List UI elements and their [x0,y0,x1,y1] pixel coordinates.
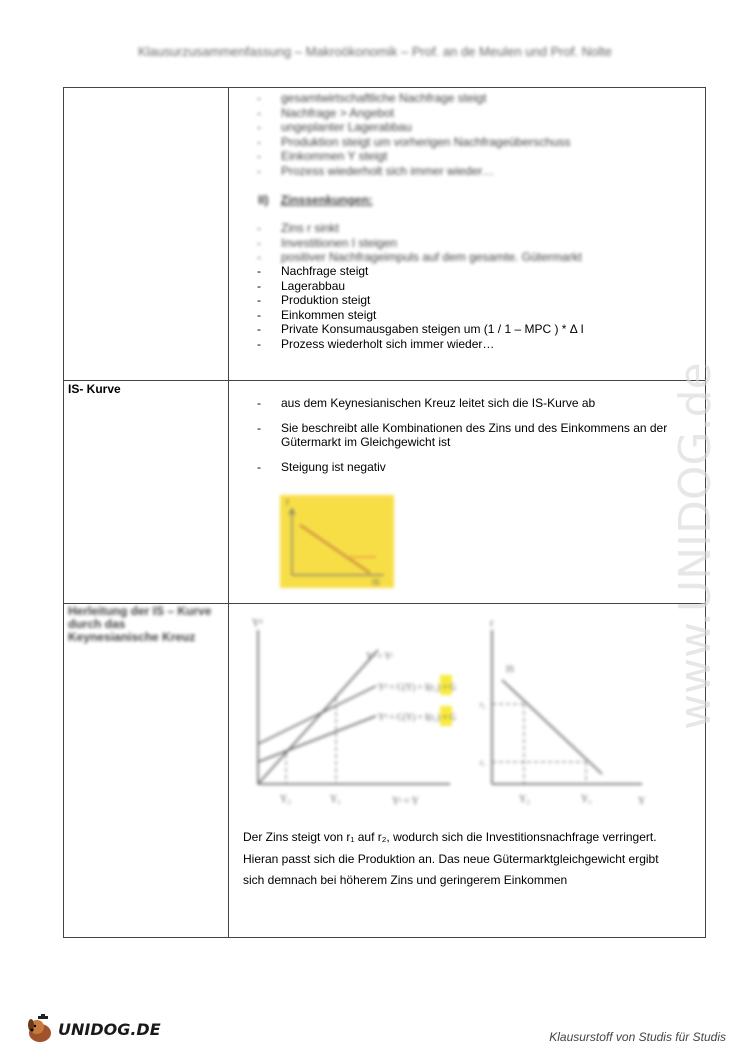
list-item: - positiver Nachfrageimpuls auf dem gesamte. Gütermarkt [257,250,582,265]
watermark [650,280,740,740]
left-graph-x-tick: Y₂ [280,794,291,805]
page-header: Klausurzusammenfassung – Makroökonomik – Prof. an de Meulen und Prof. Nolte [137,44,613,59]
graph-axis-label: r [286,497,290,508]
left-graph-y-axis-label: Yᵈ [252,618,263,629]
is-curve-thumbnail [280,495,394,588]
watermark-text: www.UNIDOG.de [670,362,721,730]
list-item: - Nachfrage > Angebot [257,106,571,121]
blurred-list-middle [257,221,582,265]
keynesian-cross-diagram [240,612,660,812]
left-graph-x-tick: Y₁ [330,794,341,805]
blurred-list-top [257,91,571,178]
left-graph-line-label: Yᵈ = Yˢ [366,651,393,661]
is-curve-sketch [280,495,394,588]
table-column-divider [228,87,229,938]
unidog-logo[interactable] [24,1013,161,1045]
left-graph-line-label: Yᵈ = C(Y) + I(r₂) + G [378,682,457,692]
right-graph-x-tick: Y [638,796,646,807]
right-graph-curve-label: IS [506,664,515,674]
list-item: - Sie beschreibt alle Kombinationen des Zins und des Einkommens an der Gütermarkt im Gleichgewicht ist [257,421,697,450]
list-item: - Nachfrage steigt [257,264,584,279]
section-title: Zinssenkungen: [280,193,373,207]
section-heading [258,193,373,207]
right-graph-y-tick: r₂ [480,700,486,709]
list-item: - Private Konsumausgaben steigen um (1 / 1 – MPC ) * Δ I [257,322,584,337]
list-item: - Lagerabbau [257,279,584,294]
right-graph-x-tick: Y₁ [581,794,592,805]
logo-text: UNIDOG.DE [58,1019,161,1039]
list-item: - Einkommen Y steigt [257,149,571,164]
list-item: - gesamtwirtschaftliche Nachfrage steigt [257,91,571,106]
table-row-divider [63,380,706,381]
is-kurve-list [257,396,697,484]
row-label-is-kurve: IS- Kurve [68,382,121,396]
row-label-herleitung: Herleitung der IS – Kurve durch das Keynesianische Kreuz [68,604,212,644]
section-number: II) [258,193,269,207]
list-item: - ungeplanter Lagerabbau [257,120,571,135]
graph-curve-label: IS [372,578,380,587]
right-graph-x-tick: Y₂ [519,794,530,805]
list-item: - Prozess wiederholt sich immer wieder… [257,164,571,179]
list-item: - Einkommen steigt [257,308,584,323]
list-item: - Produktion steigt [257,293,584,308]
left-graph-line-label: Yᵈ = C(Y) + I(r₁) + G [378,712,457,722]
list-item: - Produktion steigt um vorherigen Nachfrageüberschuss [257,135,571,150]
list-item: - Zins r sinkt [257,221,582,236]
left-graph-x-tick: Yˢ = Y [392,796,419,807]
dog-mascot-icon [24,1013,56,1045]
list-item: - aus dem Keynesianischen Kreuz leitet sich die IS-Kurve ab [257,396,697,411]
explanation-paragraph: Der Zins steigt von r₁ auf r₂, wodurch sich die Investitionsnachfrage verringert. Hieran passt sich die Produktion an. Das neue Gütermarktgleichgewicht ergibt sich demnach bei höherem Zins und geringerem Einkommen [243,830,659,887]
list-item: - Investitionen I steigen [257,236,582,251]
list-item: - Prozess wiederholt sich immer wieder… [257,337,584,352]
effects-list [257,264,584,351]
list-item: - Steigung ist negativ [257,460,697,475]
footer-tagline: Klausurstoff von Studis für Studis [549,1030,726,1044]
right-graph-y-axis-label: r [490,618,494,629]
right-graph-y-tick: r₁ [480,758,486,767]
